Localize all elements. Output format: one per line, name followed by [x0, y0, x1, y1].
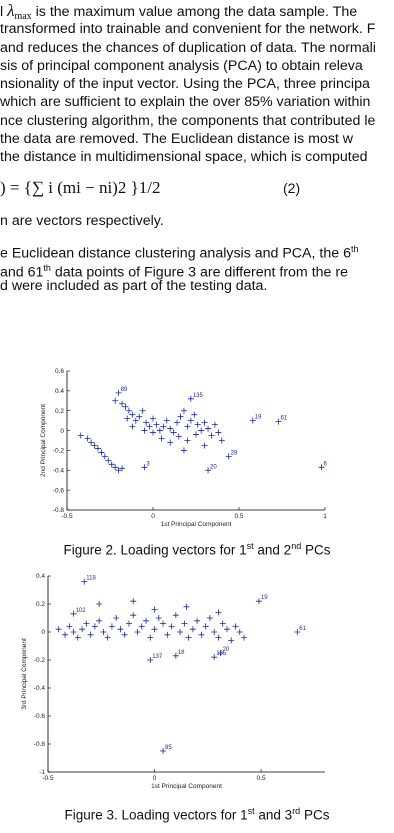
caption-text: PCs	[301, 542, 331, 558]
lambda-symbol: λ	[7, 1, 15, 20]
data-point	[102, 453, 108, 459]
x-tick-label: -0.5	[61, 513, 73, 520]
data-point	[152, 626, 158, 632]
caption-text: and 2	[253, 542, 292, 558]
y-tick-label: -0.4	[52, 467, 64, 475]
text-fragment: e Euclidean distance clustering analysis and PCA, the 6	[0, 246, 351, 263]
body-paragraph-top	[0, 2, 394, 167]
text-line: transformed into trainable and convenient for the network. F	[0, 21, 376, 38]
data-point	[100, 629, 106, 635]
caption-text: PCs	[300, 807, 330, 823]
figure-3-caption	[0, 806, 394, 823]
data-point	[237, 629, 243, 635]
subscript-max: max	[14, 11, 32, 22]
data-point	[202, 442, 208, 448]
data-point	[190, 626, 196, 632]
figure-2-points	[78, 387, 328, 473]
data-point	[133, 418, 139, 424]
caption-sup: nd	[291, 541, 302, 551]
data-point	[174, 420, 180, 426]
y-axis-label: 3rd Principal Component	[21, 638, 28, 710]
data-point	[109, 461, 115, 467]
text-fragment: and 61	[0, 264, 44, 281]
body-paragraph-mid	[0, 212, 394, 295]
data-point	[208, 433, 214, 439]
data-point	[164, 632, 170, 638]
y-tick-label: 0.2	[54, 407, 64, 415]
text-line: the distance in multidimensional space, which is computed	[0, 149, 368, 166]
data-point	[88, 439, 94, 445]
y-tick-label: 0.4	[54, 388, 64, 396]
caption-text: Figure 2. Loading vectors for 1	[63, 542, 247, 558]
data-point	[167, 426, 173, 432]
data-point	[95, 445, 101, 451]
data-point	[184, 438, 190, 444]
text-line: nsionality of the input vector. Using the PCA, three principa	[0, 76, 370, 93]
data-point	[122, 632, 128, 638]
caption-text: and 3	[254, 807, 293, 823]
data-point	[105, 457, 111, 463]
data-label: 28	[230, 450, 238, 457]
data-point	[212, 422, 218, 428]
caption-sup: st	[246, 541, 254, 551]
y-tick-label: 0	[41, 629, 45, 637]
data-label: 85	[165, 745, 172, 751]
text-line: d were included as part of the testing data.	[0, 277, 268, 294]
data-label: 6	[323, 461, 327, 468]
data-point	[75, 635, 81, 641]
data-point	[85, 436, 91, 442]
data-label: 135	[216, 651, 227, 658]
data-point	[198, 632, 204, 638]
caption-sup: st	[247, 806, 255, 816]
superscript: th	[43, 262, 51, 273]
x-tick-label: 0.5	[256, 775, 266, 782]
data-point	[241, 635, 247, 641]
data-point	[177, 629, 183, 635]
data-label: 3	[146, 461, 150, 468]
data-point	[181, 447, 187, 453]
data-point	[79, 626, 85, 632]
data-label: 135	[192, 392, 203, 399]
data-label: 19	[260, 595, 268, 602]
data-point	[96, 601, 102, 607]
superscript: th	[350, 244, 359, 255]
data-point	[159, 436, 165, 442]
text-line: and reduces the chances of duplication of data. The normali	[0, 39, 376, 56]
data-point	[140, 408, 146, 414]
y-axis-label: 2nd Principal Component	[40, 404, 47, 477]
equation-2	[0, 176, 394, 204]
data-point	[178, 414, 184, 420]
data-point	[141, 428, 147, 434]
y-tick-label: 0.6	[54, 368, 64, 376]
data-point	[136, 414, 142, 420]
data-label: 137	[152, 654, 163, 660]
y-tick-label: -0.6	[33, 713, 45, 721]
data-point	[119, 401, 125, 407]
data-point	[129, 412, 135, 418]
data-point	[134, 629, 140, 635]
data-point	[150, 430, 156, 436]
data-point	[167, 439, 173, 445]
text-line: n are vectors respectively.	[0, 213, 164, 229]
data-point	[62, 632, 68, 638]
text-line: nce clustering algorithm, the components that contributed le	[0, 112, 376, 129]
data-label: 18	[177, 649, 185, 656]
caption-text: Figure 3. Loading vectors for 1	[64, 807, 248, 823]
data-point	[143, 618, 149, 624]
data-point	[71, 629, 77, 635]
data-point	[152, 607, 158, 613]
data-point	[105, 635, 111, 641]
data-point	[228, 637, 234, 643]
x-tick-label: 0	[152, 775, 157, 782]
data-point	[92, 442, 98, 448]
data-point	[215, 609, 221, 615]
data-point	[184, 424, 190, 430]
data-point	[130, 598, 136, 604]
figure-3-points	[56, 576, 307, 754]
x-tick-label: 0.5	[234, 513, 244, 520]
data-point	[184, 604, 190, 610]
data-label: 19	[254, 414, 262, 421]
text-line	[0, 240, 394, 263]
data-point	[126, 621, 132, 627]
data-point	[88, 632, 94, 638]
text-line: sis of principal component analysis (PCA) to obtain releva	[0, 57, 363, 74]
data-point	[83, 621, 89, 627]
data-label: 20	[210, 464, 217, 471]
x-axis-label: 1st Principal Component	[151, 783, 222, 790]
y-tick-label: 0.2	[35, 601, 45, 609]
y-tick-label: 0.4	[35, 573, 45, 581]
data-label: 118	[86, 575, 96, 582]
y-tick-label: -0.8	[52, 507, 64, 515]
data-point	[92, 623, 98, 629]
text-line: the data are removed. The Euclidean distance is most w	[0, 131, 354, 148]
data-point	[188, 418, 194, 424]
data-point	[195, 422, 201, 428]
equation-number: (2)	[283, 180, 301, 196]
data-point	[112, 398, 118, 404]
data-point	[186, 635, 192, 641]
x-axis-label: 1st Principal Component	[160, 521, 232, 528]
text-fragment: l	[0, 4, 8, 20]
data-point	[117, 626, 123, 632]
text-line	[0, 259, 394, 281]
y-tick-label: -0.6	[52, 487, 64, 495]
text-line: which are sufficient to explain the over 85% variation within	[0, 94, 371, 111]
data-point	[215, 430, 221, 436]
data-label: 61	[280, 415, 288, 422]
x-tick-label: 0	[151, 513, 155, 520]
data-point	[173, 612, 179, 618]
figure-3-axes	[21, 573, 325, 790]
x-tick-label: -0.5	[42, 775, 54, 782]
data-point	[147, 424, 153, 430]
data-point	[124, 416, 130, 422]
data-point	[181, 621, 187, 627]
data-point	[160, 621, 166, 627]
data-point	[147, 635, 153, 641]
data-point	[224, 626, 230, 632]
data-point	[205, 426, 211, 432]
data-point	[153, 422, 159, 428]
data-label: 89	[120, 386, 128, 393]
data-point	[160, 424, 166, 430]
data-label: 61	[299, 626, 306, 632]
text-fragment: is the maximum value among the data sample. The	[31, 4, 358, 20]
data-point	[113, 615, 119, 621]
data-point	[96, 618, 102, 624]
data-point	[176, 434, 182, 440]
data-point	[233, 623, 239, 629]
data-point	[122, 404, 128, 410]
data-label: 102	[75, 607, 86, 614]
data-point	[181, 408, 187, 414]
data-point	[207, 615, 213, 621]
data-point	[112, 464, 118, 470]
data-point	[130, 612, 136, 618]
text-line	[0, 230, 394, 240]
data-point	[150, 416, 156, 422]
data-point	[164, 418, 170, 424]
data-point	[202, 420, 208, 426]
data-point	[171, 430, 177, 436]
data-point	[56, 626, 62, 632]
data-point	[157, 428, 163, 434]
y-tick-label: -0.2	[52, 447, 64, 455]
data-point	[198, 428, 204, 434]
data-point	[193, 432, 199, 438]
text-line	[0, 2, 394, 20]
data-point	[169, 623, 175, 629]
data-point	[191, 412, 197, 418]
data-point	[78, 433, 84, 439]
y-tick-label: -0.4	[33, 685, 45, 693]
data-point	[98, 449, 104, 455]
data-point	[211, 629, 217, 635]
data-point	[203, 623, 209, 629]
y-tick-label: -0.8	[33, 741, 45, 749]
equation-expression: ) = {∑ i (mi − ni)2 }1/2	[0, 178, 161, 197]
data-point	[219, 438, 225, 444]
data-label: 20	[222, 647, 230, 653]
data-point	[143, 420, 149, 426]
data-point	[220, 621, 226, 627]
data-point	[109, 623, 115, 629]
text-fragment: data points of Figure 3 are different from the re	[50, 264, 348, 281]
data-point	[139, 623, 145, 629]
data-point	[156, 615, 162, 621]
data-point	[126, 408, 132, 414]
y-tick-label: -1	[39, 769, 45, 777]
caption-sup: rd	[292, 806, 301, 816]
y-tick-label: -0.2	[33, 657, 45, 665]
y-tick-label: 0	[60, 427, 64, 435]
figure-2-caption	[0, 541, 394, 558]
data-point	[215, 635, 221, 641]
figure-3-scatter-plot	[0, 568, 394, 793]
data-point	[129, 424, 135, 430]
data-point	[194, 618, 200, 624]
x-tick-label: 1	[323, 513, 327, 520]
data-point	[66, 623, 72, 629]
figure-2-scatter-plot	[0, 300, 394, 530]
